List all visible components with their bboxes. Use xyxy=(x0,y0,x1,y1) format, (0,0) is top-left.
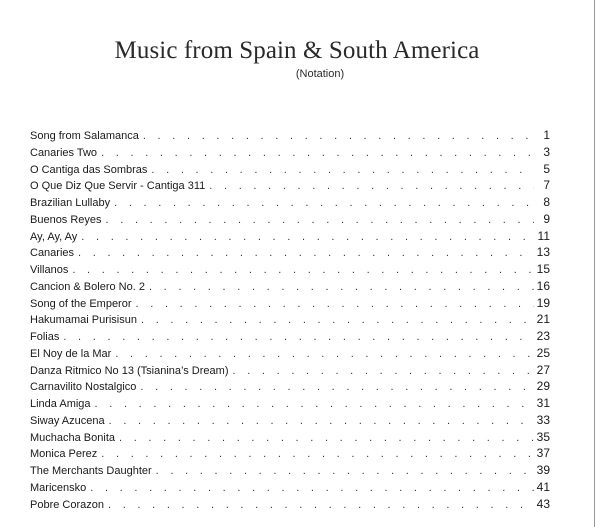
toc-entry xyxy=(30,194,550,211)
toc-dot-leader xyxy=(108,497,534,513)
toc-entry xyxy=(30,161,550,178)
toc-entry xyxy=(30,412,550,429)
page-title: Music from Spain & South America xyxy=(114,37,480,64)
toc-entry xyxy=(30,378,550,395)
toc-dot-leader xyxy=(78,245,534,261)
toc-entry-page-number: 39 xyxy=(536,463,550,477)
toc-entry-title: Monica Perez xyxy=(30,448,98,461)
toc-entry xyxy=(30,345,550,362)
toc-entry-title: Canaries Two xyxy=(30,146,98,159)
toc-entry-page-number: 11 xyxy=(537,228,550,243)
toc-entry-title: O Que Diz Que Servir - Cantiga 311 xyxy=(30,180,206,193)
toc-entry-page-number: 33 xyxy=(536,412,550,427)
toc-entry xyxy=(30,429,550,446)
toc-dot-leader xyxy=(151,162,534,178)
toc-entry xyxy=(30,261,550,278)
toc-entry-page-number: 9 xyxy=(543,211,550,226)
toc-entry-page-number: 19 xyxy=(536,295,550,310)
toc-entry-title: Villanos xyxy=(30,264,69,276)
toc-entry xyxy=(30,177,550,194)
toc-entry-page-number: 25 xyxy=(536,345,550,360)
toc-entry xyxy=(30,479,550,496)
toc-entry-title: The Merchants Daughter xyxy=(30,465,152,477)
toc-dot-leader xyxy=(114,195,534,211)
toc-entry-title: Maricensko xyxy=(30,481,87,494)
toc-entry-page-number: 3 xyxy=(543,144,550,159)
toc-entry-title: Hakumamai Purisisun xyxy=(30,314,137,327)
toc-entry-page-number: 29 xyxy=(536,379,550,394)
toc-entry-page-number: 27 xyxy=(536,362,550,377)
toc-entry-title: Danza Ritmico No 13 (Tsianina’s Dream) xyxy=(30,364,229,377)
toc-entry-title: O Cantiga das Sombras xyxy=(30,163,148,176)
toc-entry-title: Canaries xyxy=(30,247,75,260)
toc-entry-title: El Noy de la Mar xyxy=(30,347,112,360)
toc-entry xyxy=(30,295,550,312)
toc-entry-title: Cancion & Bolero No. 2 xyxy=(30,280,145,293)
toc-entry xyxy=(30,144,550,161)
toc-entry-page-number: 35 xyxy=(536,429,550,444)
toc-entry-title: Muchacha Bonita xyxy=(30,431,115,444)
toc-entry xyxy=(30,328,550,345)
toc-entry xyxy=(30,496,550,513)
toc-entry xyxy=(30,362,550,379)
toc-dot-leader xyxy=(81,229,534,245)
toc-entry-page-number: 43 xyxy=(536,496,550,511)
toc-dot-leader xyxy=(90,480,534,496)
toc-entry-title: Song of the Emperor xyxy=(30,297,132,310)
toc-dot-leader xyxy=(101,446,534,462)
toc-dot-leader xyxy=(95,396,534,412)
toc-dot-leader xyxy=(115,346,534,362)
toc-entry-page-number: 7 xyxy=(543,178,550,193)
toc-entry-title: Brazilian Lullaby xyxy=(30,197,111,209)
toc-dot-leader xyxy=(209,178,534,194)
toc-dot-leader xyxy=(141,312,534,328)
toc-dot-leader xyxy=(140,379,534,395)
toc-entry xyxy=(30,127,550,144)
toc-entry xyxy=(30,311,550,328)
toc-entry-page-number: 41 xyxy=(536,479,550,494)
toc-dot-leader xyxy=(149,279,534,295)
toc-entry xyxy=(30,228,550,245)
toc-entry xyxy=(30,211,550,228)
toc-entry xyxy=(30,278,550,295)
toc-dot-leader xyxy=(106,212,534,228)
page-subtitle: (Notation) xyxy=(295,68,345,80)
toc-entry-title: Song from Salamanca xyxy=(30,130,139,142)
toc-entry-title: Carnavilito Nostalgico xyxy=(30,381,137,394)
toc-entry xyxy=(30,395,550,412)
toc-entry-title: Buenos Reyes xyxy=(30,213,102,226)
table-of-contents xyxy=(30,127,550,512)
toc-entry-page-number: 15 xyxy=(536,262,550,276)
toc-entry xyxy=(30,244,550,261)
toc-entry xyxy=(30,462,550,479)
toc-entry-page-number: 1 xyxy=(543,128,550,142)
toc-entry-page-number: 21 xyxy=(536,312,550,327)
toc-entry-title: Pobre Corazon xyxy=(30,498,104,511)
toc-entry-page-number: 23 xyxy=(536,329,550,343)
toc-entry-title: Folias xyxy=(30,331,60,343)
toc-dot-leader xyxy=(72,262,534,278)
toc-dot-leader xyxy=(101,145,534,161)
toc-dot-leader xyxy=(232,363,534,379)
toc-dot-leader xyxy=(109,413,534,429)
toc-entry-page-number: 13 xyxy=(536,245,550,260)
toc-entry-title: Siway Azucena xyxy=(30,414,105,427)
toc-entry-page-number: 8 xyxy=(543,195,550,209)
toc-dot-leader xyxy=(143,128,534,144)
toc-entry-title: Ay, Ay, Ay xyxy=(30,230,78,243)
toc-entry-page-number: 37 xyxy=(536,446,550,461)
toc-entry-title: Linda Amiga xyxy=(30,398,91,410)
toc-dot-leader xyxy=(63,329,534,345)
toc-dot-leader xyxy=(136,296,534,312)
toc-entry-page-number: 5 xyxy=(543,161,550,176)
toc-entry-page-number: 31 xyxy=(536,396,550,410)
toc-dot-leader xyxy=(119,430,534,446)
toc-entry-page-number: 16 xyxy=(536,278,550,293)
toc-dot-leader xyxy=(156,463,534,479)
toc-entry xyxy=(30,445,550,462)
